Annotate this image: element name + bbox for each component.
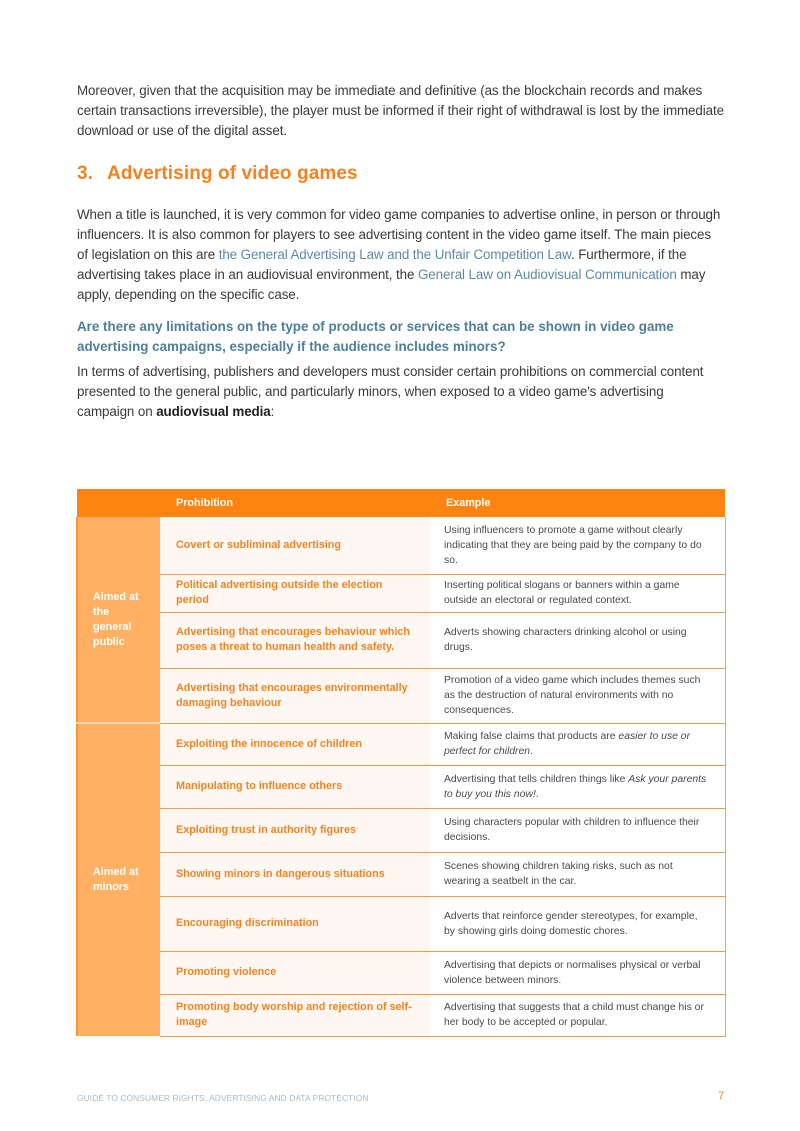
table-row xyxy=(77,852,725,896)
prohibition-cell: Encouraging discrimination xyxy=(160,896,430,951)
link-advertising-law[interactable]: the General Advertising Law and the Unfair Competition Law xyxy=(218,247,571,262)
table-row xyxy=(77,517,725,574)
text: Advertising that tells children things like xyxy=(444,773,629,785)
header-example: Example xyxy=(430,489,725,517)
section-title: Advertising of video games xyxy=(107,163,358,184)
example-cell xyxy=(430,723,725,765)
text: . xyxy=(535,788,539,800)
text: In terms of advertising, publishers and developers must consider certain prohibitions on commercial content presented to the general public, and particularly minors, when exposed to a video game's advertising campaign on xyxy=(77,364,704,419)
group-general-public: Aimed at the general public xyxy=(77,517,160,723)
example-cell: Advertising that suggests that a child must change his or her body to be accepted or popular. xyxy=(430,994,725,1036)
table-row xyxy=(77,574,725,612)
table-row xyxy=(77,612,725,668)
example-cell xyxy=(430,765,725,808)
example-cell: Inserting political slogans or banners within a game outside an electoral or regulated context. xyxy=(430,574,725,612)
prohibition-cell: Manipulating to influence others xyxy=(160,765,430,808)
table-row xyxy=(77,668,725,723)
prohibition-cell: Political advertising outside the election period xyxy=(160,574,430,612)
example-cell: Promotion of a video game which includes themes such as the destruction of natural environments with no consequences. xyxy=(430,668,725,723)
italic-text: easier to use or perfect for children xyxy=(444,731,691,757)
prohibition-cell: Covert or subliminal advertising xyxy=(160,517,430,574)
table-row xyxy=(77,951,725,994)
example-cell: Using influencers to promote a game without clearly indicating that they are being paid by the company to do so. xyxy=(430,517,725,574)
example-cell: Scenes showing children taking risks, such as not wearing a seatbelt in the car. xyxy=(430,852,725,896)
prohibition-cell: Advertising that encourages environmentally damaging behaviour xyxy=(160,668,430,723)
text: . xyxy=(530,746,533,757)
question-heading: Are there any limitations on the type of products or services that can be shown in video game advertising campaigns, especially if the audience includes minors? xyxy=(77,319,674,354)
table-row xyxy=(77,765,725,808)
prohibition-cell: Exploiting the innocence of children xyxy=(160,723,430,765)
header-prohibition: Prohibition xyxy=(160,489,430,517)
example-cell: Adverts that reinforce gender stereotypes, for example, by showing girls doing domestic chores. xyxy=(430,896,725,951)
prohibition-cell: Showing minors in dangerous situations xyxy=(160,852,430,896)
link-audiovisual-law[interactable]: General Law on Audiovisual Communication xyxy=(417,267,677,282)
example-cell: Adverts showing characters drinking alcohol or using drugs. xyxy=(430,612,725,668)
text: . Furthermore, if the advertising takes place in an audiovisual environment, the xyxy=(77,247,687,282)
footer-title: GUIDE TO CONSUMER RIGHTS, ADVERTISING AND DATA PROTECTION xyxy=(77,1093,369,1103)
text: : xyxy=(270,404,275,419)
prohibitions-table xyxy=(76,489,726,1037)
prohibition-cell: Promoting violence xyxy=(160,951,430,994)
bold-text: audiovisual media xyxy=(156,404,271,419)
table-row xyxy=(77,994,725,1036)
table-row xyxy=(77,896,725,951)
example-cell: Using characters popular with children to influence their decisions. xyxy=(430,808,725,852)
prohibition-cell: Promoting body worship and rejection of self-image xyxy=(160,994,430,1036)
section-number: 3. xyxy=(77,163,94,184)
table-row xyxy=(77,808,725,852)
page-number: 7 xyxy=(718,1090,725,1102)
section-paragraph xyxy=(77,205,724,305)
text: may apply, depending on the specific case. xyxy=(77,267,706,302)
text: Making false claims that products are xyxy=(444,731,619,742)
intro-paragraph: Moreover, given that the acquisition may be immediate and definitive (as the blockchain records and makes certain transactions irreversible), the player must be informed if their right of withdrawal is lost by the immediate download or use of the digital asset. xyxy=(77,83,724,138)
text: When a title is launched, it is very common for video game companies to advertise online, in person or through influencers. It is also common for players to see advertising content in the video game itself. The main pieces of legislation on this are xyxy=(77,207,721,262)
table-row xyxy=(77,723,725,765)
group-minors: Aimed at minors xyxy=(77,723,160,1036)
example-cell: Advertising that depicts or normalises physical or verbal violence between minors. xyxy=(430,951,725,994)
section-heading xyxy=(77,163,358,185)
header-group xyxy=(77,489,160,517)
table-header-row xyxy=(77,489,725,517)
italic-text: Ask your parents to buy you this now! xyxy=(444,773,707,800)
answer-paragraph xyxy=(77,362,724,422)
prohibition-cell: Exploiting trust in authority figures xyxy=(160,808,430,852)
prohibition-cell: Advertising that encourages behaviour which poses a threat to human health and safety. xyxy=(160,612,430,668)
